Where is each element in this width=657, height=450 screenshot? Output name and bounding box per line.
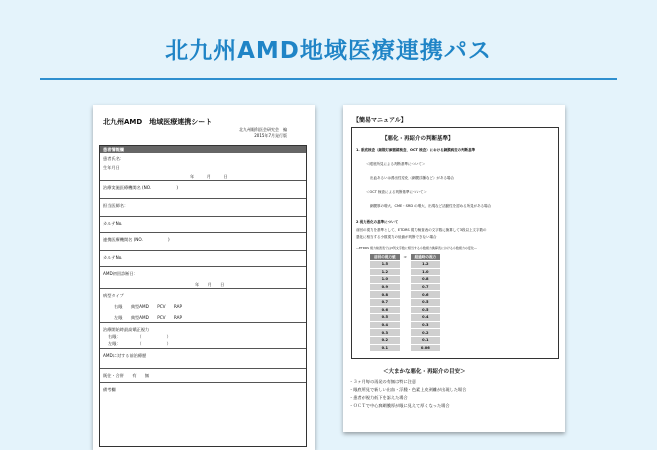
after-value: 0.06 xyxy=(411,344,441,351)
table-row xyxy=(370,298,440,306)
patient-info-band: 患者情報欄 xyxy=(100,146,306,153)
before-value: 0.3 xyxy=(370,329,400,337)
table-row xyxy=(370,276,440,284)
sheet1-title: 北九州AMD 地域医療連携シート xyxy=(103,118,213,126)
after-value: 0.5 xyxy=(411,298,441,306)
col-after: 経過時の視力 xyxy=(411,254,441,261)
karte2-field: カルテNo. xyxy=(100,255,306,267)
karte-field: カルテNo. xyxy=(100,221,306,233)
criteria-line-3: 出血あるいは滲出性変化（網膜浮腫など）がある場合 xyxy=(370,176,454,180)
manual-heading: 【簡易マニュアル】 xyxy=(353,117,407,124)
table-row xyxy=(370,344,440,351)
before-value: 0.2 xyxy=(370,336,400,344)
acuity-table: 前回の視力値 ⇒ 経過時の視力 1.5 1.2 1.2 1.0 1.0 0.8 0.9 0.7 0.8 0.6 0.7 0.5 0.6 0.5 0.5 0.4 0.4 0.3 0.3 0.2 0.2 0.1 0.1 0.06 xyxy=(370,254,440,351)
after-value: 0.2 xyxy=(411,329,441,337)
guideline-item: ・患者が視力低下を訴えた場合 xyxy=(349,395,408,400)
criteria-line-4: ＜OCT 検査による判断基準について＞ xyxy=(366,190,427,194)
before-value: 1.5 xyxy=(370,261,400,269)
diagnosis-label: AMD初回診断日： xyxy=(103,271,138,276)
criteria-title: 【悪化・再紹介の判断基準】 xyxy=(382,136,454,142)
criteria-line-7: 前回の視力を基準として、ETDRS 視力検査表の文字数に換算して3段以上文字数の xyxy=(356,228,487,232)
fellow-eye-field: 既往・合併 有 無 xyxy=(100,373,306,383)
diagnosis-row xyxy=(100,271,306,289)
diagnosis-units: 年 月 日 xyxy=(195,282,225,287)
after-value: 1.0 xyxy=(411,268,441,276)
birthdate-row xyxy=(100,165,306,181)
after-value: 1.2 xyxy=(411,261,441,269)
table-note: ―ETDRS 視力検査表では3列文字数に相当する小数視力換算表における小数視力の変化― xyxy=(356,246,477,250)
after-value: 0.1 xyxy=(411,336,441,344)
sheet1-publisher xyxy=(239,127,287,139)
after-value: 0.4 xyxy=(411,314,441,322)
left-eye-type: 左眼 典型AMD PCV RAP xyxy=(100,315,306,323)
before-value: 0.9 xyxy=(370,283,400,291)
table-row xyxy=(370,336,440,344)
criteria-line-1: 1. 眼底検査（細隙灯顕微鏡検査、OCT 検査）における網膜病変の判断基準 xyxy=(356,148,476,152)
va-right: 右眼： （ ） xyxy=(108,334,171,339)
prior-treatment-field: AMDに対する前治療歴 xyxy=(100,353,306,369)
sheet1-org: 北九州眼科医会研究会 編 xyxy=(239,127,287,132)
remarks-label: 備考欄 xyxy=(103,387,116,392)
referral-sheet xyxy=(93,105,315,450)
birthdate-label: 生年月日 xyxy=(103,165,120,170)
before-value: 0.7 xyxy=(370,298,400,306)
criteria-line-6: 2 視力悪化の基準について xyxy=(356,220,399,224)
after-value: 0.8 xyxy=(411,276,441,284)
table-row xyxy=(370,306,440,314)
criteria-line-5: 網膜厚の増大、CME・SRD の増大、出現など活動性を認める所見がある場合 xyxy=(370,204,492,208)
col-before: 前回の視力値 xyxy=(370,254,400,261)
guideline-item: ・３ヶ月毎の再発の有無は特に注意 xyxy=(349,379,417,384)
table-row xyxy=(370,268,440,276)
before-value: 0.5 xyxy=(370,314,400,322)
after-value: 0.7 xyxy=(411,283,441,291)
before-value: 1.0 xyxy=(370,276,400,284)
table-row xyxy=(370,321,440,329)
after-value: 0.3 xyxy=(411,321,441,329)
table-row xyxy=(370,314,440,322)
title-underline xyxy=(40,78,617,80)
criteria-box xyxy=(351,127,559,359)
after-value: 0.6 xyxy=(411,291,441,299)
table-row xyxy=(370,283,440,291)
page-title: 北九州AMD地域医療連携パス xyxy=(165,38,492,64)
manual-sheet xyxy=(343,105,565,432)
after-value: 0.5 xyxy=(411,306,441,314)
table-row xyxy=(370,329,440,337)
patient-name-field: 患者氏名： xyxy=(103,156,124,161)
guideline-item: ・ＯＣＴで中心窩網膜厚が眼に見えて厚くなった場合 xyxy=(349,403,450,408)
visual-acuity-label: 治療開始時最高矯正視力 xyxy=(103,327,150,332)
guideline-item: ・眼底所見で新しい出血・浮腫・色素上皮剥離が出現した場合 xyxy=(349,387,467,392)
referral-form xyxy=(99,145,307,447)
table-row xyxy=(370,291,440,299)
table-row xyxy=(370,261,440,269)
before-value: 1.2 xyxy=(370,268,400,276)
criteria-line-8: 悪化に相当する小数視力の低値が判断できない場合 xyxy=(356,235,437,239)
criteria-line-2: ＜眼底所見による判断基準について＞ xyxy=(366,162,426,166)
sheet1-date: 2015年7月発行版 xyxy=(254,133,287,138)
right-eye-type: 右眼 典型AMD PCV RAP xyxy=(114,304,183,309)
birthdate-units: 年 月 日 xyxy=(190,174,228,179)
cooperating-org-field: 連携医療機関名 (NO. ) xyxy=(100,237,306,251)
before-value: 0.8 xyxy=(370,291,400,299)
guideline-title: ＜大まかな悪化・再紹介の目安＞ xyxy=(383,369,466,375)
va-left: 左眼： （ ） xyxy=(100,341,306,349)
disease-type-label: 病型タイプ xyxy=(103,293,124,298)
before-value: 0.1 xyxy=(370,344,400,351)
referral-org-field: 治療実施医療機関名 (NO. ) xyxy=(100,185,306,199)
before-value: 0.6 xyxy=(370,306,400,314)
before-value: 0.4 xyxy=(370,321,400,329)
doctor-field: 担当医師名： xyxy=(100,203,306,217)
